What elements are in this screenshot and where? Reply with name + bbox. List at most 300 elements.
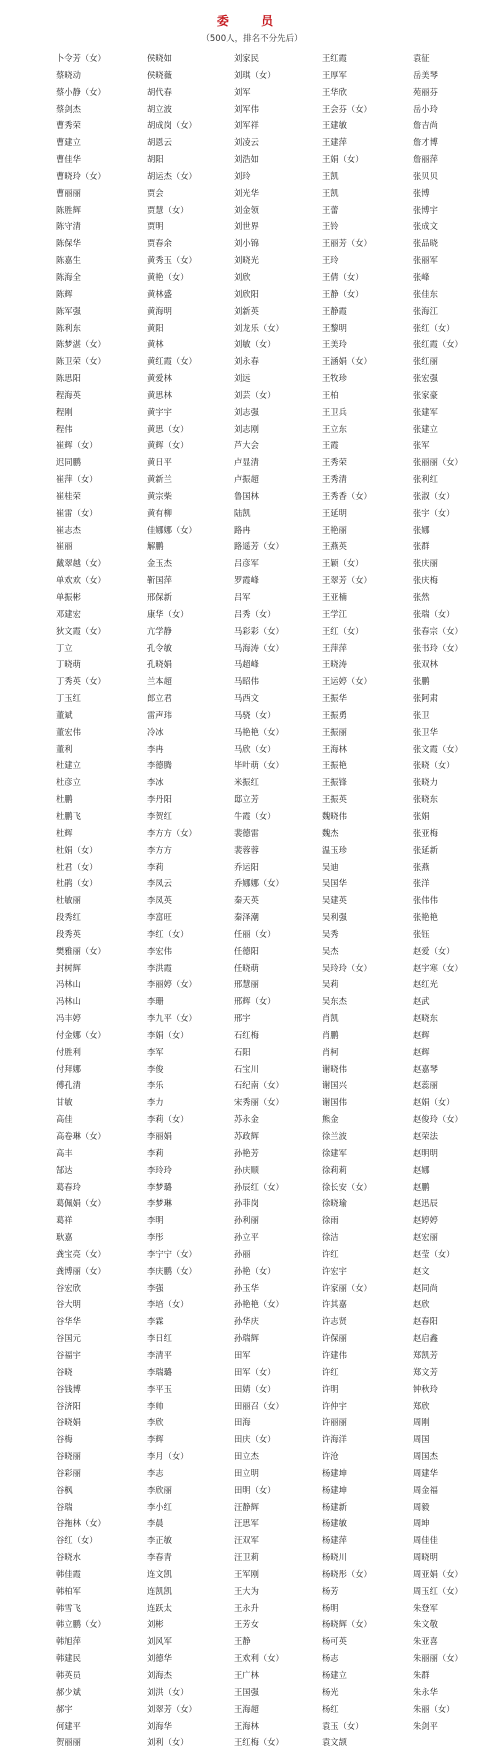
member-name: 刘新英 bbox=[234, 305, 259, 316]
member-name: 赵明明 bbox=[413, 1147, 438, 1158]
member-name: 毕叶萌（女） bbox=[234, 760, 284, 771]
member-name: 王艳丽 bbox=[322, 524, 347, 535]
member-name: 朱剑平 bbox=[413, 1720, 438, 1731]
member-name: 王建敏 bbox=[322, 120, 347, 131]
member-name: 张品晓 bbox=[413, 238, 438, 249]
member-name: 张双林 bbox=[413, 659, 438, 670]
member-name: 王振勇 bbox=[322, 709, 347, 720]
member-row bbox=[0, 404, 504, 421]
member-name: 裴蓉蓉 bbox=[234, 844, 259, 855]
member-row bbox=[0, 101, 504, 118]
member-name: 陈思阳 bbox=[56, 373, 81, 384]
member-row bbox=[0, 1061, 504, 1078]
member-name: 李丹阳 bbox=[147, 794, 172, 805]
member-name: 李月（女） bbox=[147, 1451, 189, 1462]
member-row bbox=[0, 1077, 504, 1094]
member-name: 李霖 bbox=[147, 1316, 164, 1327]
member-name: 谷晓丽 bbox=[56, 1451, 81, 1462]
member-name: 赵莹（女） bbox=[413, 1248, 455, 1259]
member-name: 陈保华 bbox=[56, 238, 81, 249]
member-name: 雷声玮 bbox=[147, 709, 172, 720]
member-name: 张钰 bbox=[413, 928, 430, 939]
member-name: 任德阳 bbox=[234, 945, 259, 956]
member-name: 刘军祥 bbox=[234, 120, 259, 131]
member-name: 黄艳（女） bbox=[147, 271, 189, 282]
member-name: 张红霞（女） bbox=[413, 339, 463, 350]
member-name: 孙立平 bbox=[234, 1232, 259, 1243]
member-name: 韩佳霞 bbox=[56, 1568, 81, 1579]
member-name: 王延明 bbox=[322, 507, 347, 518]
member-row bbox=[0, 1313, 504, 1330]
member-name: 王静霞 bbox=[322, 305, 347, 316]
member-name: 连文凯 bbox=[147, 1568, 172, 1579]
member-name: 杨红 bbox=[322, 1703, 339, 1714]
member-name: 朱群 bbox=[413, 1670, 430, 1680]
member-name: 石宝川 bbox=[234, 1063, 259, 1074]
member-name: 付金娜（女） bbox=[56, 1029, 106, 1040]
member-name: 裴德雷 bbox=[234, 827, 259, 838]
member-name: 乔运阳 bbox=[234, 861, 259, 872]
member-name: 石阳 bbox=[234, 1046, 251, 1057]
member-name: 李九平（女） bbox=[147, 1013, 197, 1024]
member-name: 郜达 bbox=[56, 1164, 73, 1175]
member-name: 张庆丽 bbox=[413, 558, 438, 569]
member-name: 徐长安（女） bbox=[322, 1181, 372, 1192]
member-name: 谷晓水 bbox=[56, 1552, 81, 1563]
member-name: 孙艳（女） bbox=[234, 1265, 276, 1276]
member-name: 刘龙乐（女） bbox=[234, 322, 284, 333]
member-row bbox=[0, 1229, 504, 1246]
member-name: 戴翠越（女） bbox=[56, 558, 106, 569]
member-name: 赵蕊丽 bbox=[413, 1080, 438, 1091]
member-name: 刘志强 bbox=[234, 406, 259, 417]
member-name: 王凯 bbox=[322, 170, 339, 181]
member-name: 张艳艳 bbox=[413, 912, 438, 923]
member-name: 谷梅 bbox=[56, 1434, 73, 1445]
member-name: 赵宇寒（女） bbox=[413, 962, 463, 973]
member-name: 赵辉 bbox=[413, 1029, 430, 1040]
member-name: 任晓萌 bbox=[234, 962, 259, 973]
member-name: 王振华 bbox=[322, 693, 347, 704]
member-name: 李日红 bbox=[147, 1333, 172, 1344]
member-name: 吕军 bbox=[234, 592, 251, 602]
member-name: 许建伟 bbox=[322, 1349, 347, 1360]
member-name: 赵娟（女） bbox=[413, 1097, 455, 1108]
member-name: 李俊 bbox=[147, 1063, 164, 1074]
member-name: 张娜 bbox=[413, 524, 430, 535]
member-name: 李春青 bbox=[147, 1552, 172, 1563]
member-name: 秦泽潮 bbox=[234, 912, 259, 923]
member-name: 韩立鹏（女） bbox=[56, 1619, 106, 1630]
member-name: 田立杰 bbox=[234, 1451, 259, 1462]
member-name: 张晓东 bbox=[413, 794, 438, 805]
member-name: 李宁宁（女） bbox=[147, 1248, 197, 1259]
member-name: 王振艳 bbox=[322, 760, 347, 771]
member-name: 张卫 bbox=[413, 709, 430, 720]
member-name: 杨晓彤（女） bbox=[322, 1568, 372, 1579]
member-name: 李宏伟 bbox=[147, 945, 172, 956]
member-name: 胡阳 bbox=[147, 154, 164, 165]
member-name: 封树辉 bbox=[56, 962, 81, 973]
member-name: 汪静辉 bbox=[234, 1501, 259, 1512]
member-name: 刘世界 bbox=[234, 221, 259, 232]
member-name: 侯晓薇 bbox=[147, 69, 172, 80]
member-name: 刘翠芳（女） bbox=[147, 1703, 197, 1714]
member-name: 张亚梅 bbox=[413, 827, 438, 838]
member-name: 赵荣法 bbox=[413, 1131, 438, 1141]
member-name: 黄辉（女） bbox=[147, 440, 189, 451]
member-name: 王建萍 bbox=[322, 137, 347, 148]
member-name: 韩旭萍 bbox=[56, 1636, 81, 1647]
member-name: 杨明 bbox=[322, 1602, 339, 1613]
member-name: 董宏伟 bbox=[56, 726, 81, 737]
member-name: 连凯凯 bbox=[147, 1585, 172, 1596]
member-row bbox=[0, 488, 504, 505]
member-name: 杜辉 bbox=[56, 827, 73, 838]
member-name: 袁玉（女） bbox=[322, 1720, 364, 1731]
member-name: 丁玉红 bbox=[56, 693, 81, 704]
member-name: 李丽婷（女） bbox=[147, 979, 197, 990]
member-name: 乔娜娜（女） bbox=[234, 878, 284, 889]
member-name: 陈梦湛（女） bbox=[56, 339, 106, 350]
member-name: 刘欣 bbox=[234, 271, 251, 282]
member-name: 谢晓伟 bbox=[322, 1063, 347, 1074]
member-name: 钟秋玲 bbox=[413, 1383, 438, 1394]
member-name: 张晓（女） bbox=[413, 760, 455, 771]
member-name: 邸立芳 bbox=[234, 794, 259, 805]
member-name: 葛佩娟（女） bbox=[56, 1198, 106, 1209]
member-row bbox=[0, 1010, 504, 1027]
member-name: 谷晓 bbox=[56, 1366, 73, 1377]
member-name: 李珊 bbox=[147, 996, 164, 1007]
member-name: 郝宇 bbox=[56, 1703, 73, 1714]
member-name: 许志贤 bbox=[322, 1316, 347, 1327]
member-name: 刘军伟 bbox=[234, 103, 259, 114]
member-name: 许家丽（女） bbox=[322, 1282, 372, 1293]
member-name: 孔晓娟 bbox=[147, 659, 172, 670]
member-name: 贾会 bbox=[147, 187, 164, 198]
member-name: 田军 bbox=[234, 1349, 251, 1360]
member-name: 李洪霞 bbox=[147, 962, 172, 973]
member-name: 邓建宏 bbox=[56, 608, 81, 619]
member-name: 苏永金 bbox=[234, 1114, 259, 1125]
member-name: 张鹏 bbox=[413, 676, 430, 687]
member-name: 连跃太 bbox=[147, 1602, 172, 1613]
member-row bbox=[0, 1718, 504, 1735]
member-name: 王欢利（女） bbox=[234, 1653, 284, 1664]
member-row bbox=[0, 1600, 504, 1617]
member-name: 李强 bbox=[147, 1282, 164, 1293]
member-row bbox=[0, 1549, 504, 1566]
member-name: 王国强 bbox=[234, 1686, 259, 1697]
member-name: 李凤英 bbox=[147, 895, 172, 906]
member-name: 卢振超 bbox=[234, 474, 259, 485]
member-name: 耿嘉 bbox=[56, 1232, 73, 1243]
member-name: 王颖（女） bbox=[322, 558, 364, 569]
member-name: 赵迅辰 bbox=[413, 1198, 438, 1209]
member-name: 王秀香（女） bbox=[322, 490, 372, 501]
member-name: 陈胜辉 bbox=[56, 204, 81, 215]
member-name: 许保丽 bbox=[322, 1333, 347, 1344]
member-row bbox=[0, 892, 504, 909]
member-name: 肖柯 bbox=[322, 1046, 339, 1057]
member-name: 王丽芳（女） bbox=[322, 238, 372, 249]
member-row bbox=[0, 336, 504, 353]
member-name: 龚博丽（女） bbox=[56, 1265, 106, 1276]
member-name: 张利红 bbox=[413, 474, 438, 485]
member-name: 李冰 bbox=[147, 777, 164, 788]
member-name: 陆凯 bbox=[234, 507, 251, 518]
member-row bbox=[0, 1044, 504, 1061]
member-name: 贾春余 bbox=[147, 238, 172, 249]
member-name: 徐建军 bbox=[322, 1147, 347, 1158]
member-name: 郑文芳 bbox=[413, 1366, 438, 1377]
member-name: 周建华 bbox=[413, 1467, 438, 1478]
member-name: 李红（女） bbox=[147, 928, 189, 939]
member-name: 蔡小静（女） bbox=[56, 86, 106, 97]
member-row bbox=[0, 252, 504, 269]
member-name: 田婧（女） bbox=[234, 1383, 276, 1394]
member-name: 胡成岗（女） bbox=[147, 120, 197, 131]
member-name: 周国 bbox=[413, 1434, 430, 1445]
member-name: 许宏宇 bbox=[322, 1265, 347, 1276]
member-name: 张淑（女） bbox=[413, 490, 455, 501]
member-name: 张然 bbox=[413, 592, 430, 602]
member-name: 王倩（女） bbox=[322, 271, 364, 282]
member-name: 孙菲岗 bbox=[234, 1198, 259, 1209]
member-name: 张丽军 bbox=[413, 255, 438, 266]
member-row bbox=[0, 454, 504, 471]
member-name: 王厚军 bbox=[322, 69, 347, 80]
member-name: 许红 bbox=[322, 1366, 339, 1377]
member-row bbox=[0, 875, 504, 892]
member-name: 付胜利 bbox=[56, 1046, 81, 1057]
member-name: 李瑞璐 bbox=[147, 1366, 172, 1377]
member-name: 刘琪（女） bbox=[234, 69, 276, 80]
member-name: 李志 bbox=[147, 1467, 164, 1478]
member-name: 周亚娟（女） bbox=[413, 1568, 463, 1579]
member-name: 吴东杰 bbox=[322, 996, 347, 1007]
member-name: 谷宏欣 bbox=[56, 1282, 81, 1293]
member-name: 朱丽（女） bbox=[413, 1703, 455, 1714]
member-name: 王凯 bbox=[322, 187, 339, 198]
member-name: 张佳东 bbox=[413, 288, 438, 299]
member-row bbox=[0, 606, 504, 623]
member-name: 卢显清 bbox=[234, 457, 259, 468]
member-row bbox=[0, 859, 504, 876]
member-name: 杜敏丽 bbox=[56, 895, 81, 906]
member-name: 杨建立 bbox=[322, 1670, 347, 1680]
member-name: 赵鹏 bbox=[413, 1181, 430, 1192]
member-name: 张阿肃 bbox=[413, 693, 438, 704]
member-name: 王红（女） bbox=[322, 625, 364, 636]
member-name: 康华（女） bbox=[147, 608, 189, 619]
member-name: 李欣丽 bbox=[147, 1484, 172, 1495]
member-name: 郎立君 bbox=[147, 693, 172, 704]
member-name: 刘利（女） bbox=[147, 1737, 189, 1748]
member-name: 韩英员 bbox=[56, 1670, 81, 1680]
member-row bbox=[0, 1128, 504, 1145]
member-name: 朱文敬 bbox=[413, 1619, 438, 1630]
member-name: 李丽娟 bbox=[147, 1131, 172, 1141]
member-name: 吕彦军 bbox=[234, 558, 259, 569]
member-name: 杜建立 bbox=[56, 760, 81, 771]
member-name: 程刚 bbox=[56, 406, 73, 417]
member-name: 马超峰 bbox=[234, 659, 259, 670]
member-row bbox=[0, 1280, 504, 1297]
member-name: 李小红 bbox=[147, 1501, 172, 1512]
member-row bbox=[0, 640, 504, 657]
member-name: 曹晓玲（女） bbox=[56, 170, 106, 181]
member-name: 兰本超 bbox=[147, 676, 172, 687]
member-name: 蔡晓动 bbox=[56, 69, 81, 80]
member-name: 刘家民 bbox=[234, 53, 259, 63]
member-name: 张成文 bbox=[413, 221, 438, 232]
member-row bbox=[0, 1515, 504, 1532]
member-name: 胡恩云 bbox=[147, 137, 172, 148]
member-name: 蔡剑杰 bbox=[56, 103, 81, 114]
member-row bbox=[0, 1701, 504, 1718]
member-name: 周佳佳 bbox=[413, 1535, 438, 1546]
member-row bbox=[0, 67, 504, 84]
member-name: 张晓力 bbox=[413, 777, 438, 788]
member-row bbox=[0, 505, 504, 522]
member-name: 张宇（女） bbox=[413, 507, 455, 518]
member-name: 吴国华 bbox=[322, 878, 347, 889]
member-name: 芦大会 bbox=[234, 440, 259, 451]
member-name: 张家豪 bbox=[413, 389, 438, 400]
member-row bbox=[0, 1633, 504, 1650]
member-row bbox=[0, 134, 504, 151]
member-row bbox=[0, 303, 504, 320]
member-name: 李培（女） bbox=[147, 1299, 189, 1310]
member-name: 高卷琳（女） bbox=[56, 1131, 106, 1141]
member-name: 谷晓娟 bbox=[56, 1417, 81, 1428]
member-name: 张洋 bbox=[413, 878, 430, 889]
member-name: 孙玉华 bbox=[234, 1282, 259, 1293]
member-name: 黄红霞（女） bbox=[147, 356, 197, 367]
member-name: 杜鹏 bbox=[56, 794, 73, 805]
member-name: 吕秀（女） bbox=[234, 608, 276, 619]
member-name: 解鹏 bbox=[147, 541, 164, 552]
member-name: 丁秀英（女） bbox=[56, 676, 106, 687]
member-row bbox=[0, 1263, 504, 1280]
member-row bbox=[0, 943, 504, 960]
member-name: 谷华华 bbox=[56, 1316, 81, 1327]
member-name: 田军（女） bbox=[234, 1366, 276, 1377]
member-name: 赵启鑫 bbox=[413, 1333, 438, 1344]
member-name: 黄秀玉（女） bbox=[147, 255, 197, 266]
member-name: 许海洋 bbox=[322, 1434, 347, 1445]
member-name: 段秀英 bbox=[56, 928, 81, 939]
member-name: 赵宏丽 bbox=[413, 1232, 438, 1243]
member-row bbox=[0, 589, 504, 606]
member-row bbox=[0, 437, 504, 454]
member-name: 王玲 bbox=[322, 255, 339, 266]
member-row bbox=[0, 960, 504, 977]
member-name: 田海 bbox=[234, 1417, 251, 1428]
member-name: 孙艳艳（女） bbox=[234, 1299, 284, 1310]
member-row bbox=[0, 976, 504, 993]
member-name: 金玉杰 bbox=[147, 558, 172, 569]
member-name-grid bbox=[0, 50, 504, 1751]
member-name: 朱亚喜 bbox=[413, 1636, 438, 1647]
member-row bbox=[0, 1347, 504, 1364]
member-name: 肖凯 bbox=[322, 1013, 339, 1024]
member-name: 詹丽萍 bbox=[413, 154, 438, 165]
member-name: 李莉 bbox=[147, 861, 164, 872]
member-name: 甘敏 bbox=[56, 1097, 73, 1108]
member-name: 赵娜 bbox=[413, 1164, 430, 1175]
member-name: 路冉 bbox=[234, 524, 251, 535]
member-row bbox=[0, 320, 504, 337]
member-name: 卜令芳（女） bbox=[56, 53, 106, 63]
member-name: 张红（女） bbox=[413, 322, 455, 333]
member-name: 王黎明 bbox=[322, 322, 347, 333]
member-name: 樊雅丽（女） bbox=[56, 945, 106, 956]
member-name: 杨志 bbox=[322, 1653, 339, 1664]
member-name: 曹丽丽 bbox=[56, 187, 81, 198]
member-name: 苑丽芬 bbox=[413, 86, 438, 97]
member-name: 龚宝亮（女） bbox=[56, 1248, 106, 1259]
member-name: 张军 bbox=[413, 440, 430, 451]
member-name: 王美玲 bbox=[322, 339, 347, 350]
member-name: 王振锋 bbox=[322, 777, 347, 788]
member-name: 杜娟（女） bbox=[56, 844, 98, 855]
member-name: 杨光 bbox=[322, 1686, 339, 1697]
member-name: 黄日平 bbox=[147, 457, 172, 468]
member-row bbox=[0, 1179, 504, 1196]
member-name: 王涵娟（女） bbox=[322, 356, 372, 367]
member-name: 孙丽 bbox=[234, 1248, 251, 1259]
member-name: 周晓明 bbox=[413, 1552, 438, 1563]
member-name: 刘志刚 bbox=[234, 423, 259, 434]
member-name: 谢国兴 bbox=[322, 1080, 347, 1091]
member-name: 郝少斌 bbox=[56, 1686, 81, 1697]
member-name: 胡代春 bbox=[147, 86, 172, 97]
member-row bbox=[0, 1381, 504, 1398]
member-name: 苏政辉 bbox=[234, 1131, 259, 1141]
member-name: 刘风军 bbox=[147, 1636, 172, 1647]
member-row bbox=[0, 1566, 504, 1583]
member-name: 黄思（女） bbox=[147, 423, 189, 434]
member-name: 黄林盛 bbox=[147, 288, 172, 299]
member-name: 吴迪 bbox=[322, 861, 339, 872]
member-name: 许沧 bbox=[322, 1451, 339, 1462]
member-row bbox=[0, 791, 504, 808]
member-name: 谢国伟 bbox=[322, 1097, 347, 1108]
member-name: 徐洁 bbox=[322, 1232, 339, 1243]
member-name: 王海林 bbox=[322, 743, 347, 754]
member-name: 王晓涛 bbox=[322, 659, 347, 670]
member-row bbox=[0, 1431, 504, 1448]
member-name: 陈利东 bbox=[56, 322, 81, 333]
member-name: 胡运杰（女） bbox=[147, 170, 197, 181]
member-name: 徐晓瑜 bbox=[322, 1198, 347, 1209]
member-name: 刘浩如 bbox=[234, 154, 259, 165]
member-name: 周玉红（女） bbox=[413, 1585, 463, 1596]
member-name: 王燕英 bbox=[322, 541, 347, 552]
member-row bbox=[0, 623, 504, 640]
member-row bbox=[0, 842, 504, 859]
member-name: 贺丽丽 bbox=[56, 1737, 81, 1748]
member-name: 贾慧（女） bbox=[147, 204, 189, 215]
member-row bbox=[0, 50, 504, 67]
member-name: 刘洪（女） bbox=[147, 1686, 189, 1697]
member-row bbox=[0, 218, 504, 235]
member-name: 张群 bbox=[413, 541, 430, 552]
member-name: 王广林 bbox=[234, 1670, 259, 1680]
